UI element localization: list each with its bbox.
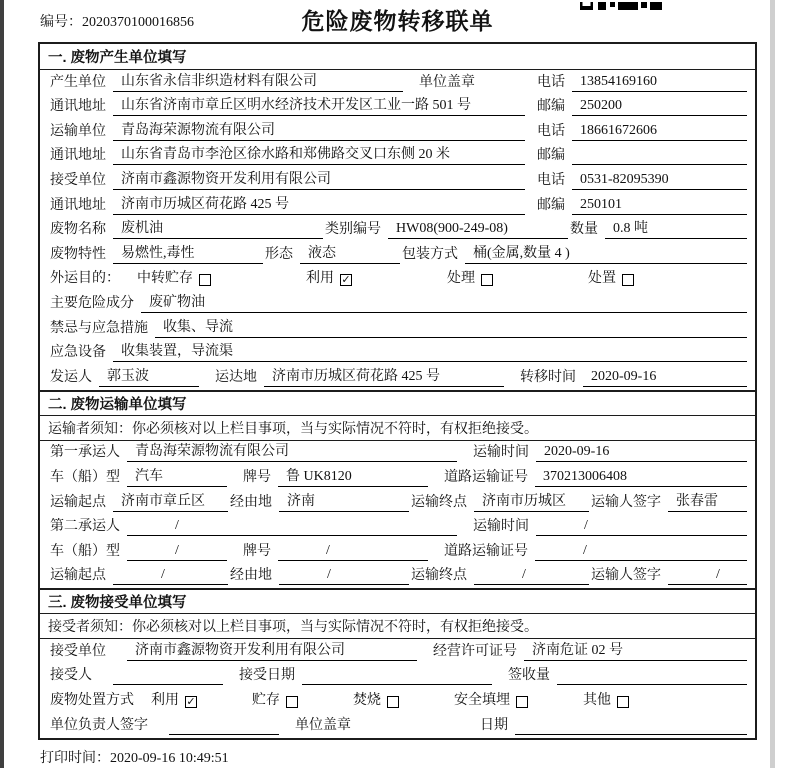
row-vehicle-1 — [40, 465, 755, 490]
row-producer-address — [40, 95, 755, 120]
taboo-value: 收集、导流 — [155, 316, 747, 338]
checkbox-utilize: 利用 ✓ — [306, 271, 351, 287]
row-route-1 — [40, 490, 755, 515]
via2-value: / — [279, 567, 409, 585]
terminus2-value: / — [474, 567, 589, 585]
checkbox-icon — [286, 696, 298, 708]
responsible-sign-value — [169, 718, 279, 735]
producer-zip-value: 250200 — [572, 98, 747, 116]
transporter-address-value: 山东省青岛市李沧区徐水路和郑佛路交叉口东侧 20 米 — [113, 143, 525, 165]
row-second-carrier — [40, 515, 755, 540]
checkbox-other: 其他 — [583, 689, 629, 710]
row-transporter-address — [40, 144, 755, 169]
checkbox-icon — [617, 696, 629, 708]
via-value: 济南 — [279, 490, 409, 512]
second-carrier-label: 第二承运人 — [50, 519, 120, 535]
responsible-sign-label: 单位负责人签字 — [50, 717, 148, 733]
row-transporter — [40, 119, 755, 144]
manifest-form — [38, 42, 757, 740]
print-time — [38, 747, 757, 767]
row-receiver-address — [40, 193, 755, 218]
waste-name-value: 废机油 — [113, 217, 323, 239]
character-value: 易燃性,毒性 — [113, 242, 263, 264]
equipment-label: 应急设备 — [50, 345, 106, 361]
phone-label: 电话 — [537, 123, 565, 139]
vehicle-type-value: 汽车 — [127, 465, 227, 487]
unit-seal-label: 单位盖章 — [295, 717, 351, 733]
receiver-zip-value: 250101 — [572, 197, 747, 215]
row-responsible-sign — [40, 713, 755, 738]
left-edge-bar — [0, 0, 4, 768]
accept-date-label: 接受日期 — [239, 668, 295, 684]
permit-label: 经营许可证号 — [433, 643, 517, 659]
row-shipper — [40, 365, 755, 390]
accept-person-label: 接受人 — [50, 668, 92, 684]
row-hazard-component — [40, 291, 755, 316]
receiver-phone-value: 0531-82095390 — [572, 172, 747, 190]
qr-code-partial-icon — [580, 0, 662, 16]
destination-value: 济南市历城区荷花路 425 号 — [264, 365, 504, 387]
carrier-sign2-value: / — [668, 567, 747, 585]
plate2-value: / — [278, 543, 428, 561]
character-label: 废物特性 — [50, 246, 106, 262]
accept-unit-label: 接受单位 — [50, 643, 106, 659]
road-license-label: 道路运输证号 — [444, 543, 528, 559]
checkbox-icon — [199, 274, 211, 286]
checkbox-treat: 处理 — [447, 267, 493, 288]
producer-value: 山东省永信非织造材料有限公司 — [113, 70, 403, 92]
receiver-address-value: 济南市历城区荷花路 425 号 — [113, 193, 525, 215]
transporter-label: 运输单位 — [50, 123, 106, 139]
quantity-value: 0.8 吨 — [605, 217, 747, 239]
checkbox-icon — [622, 274, 634, 286]
vehicle-type-label: 车（船）型 — [50, 469, 120, 485]
checkbox-dispose: 处置 — [588, 267, 634, 288]
unit-seal-label: 单位盖章 — [419, 74, 475, 90]
accept-date-value — [302, 668, 492, 685]
zip-label: 邮编 — [537, 197, 565, 213]
row-vehicle-2 — [40, 539, 755, 564]
hazard-value: 废矿物油 — [141, 291, 747, 313]
checkbox-icon — [387, 696, 399, 708]
row-waste-character — [40, 242, 755, 267]
receiver-notice: 接受者须知：你必须核对以上栏目事项，当与实际情况不符时，有权拒绝接受。 — [40, 614, 755, 639]
first-carrier-value: 青岛海荣源物流有限公司 — [127, 440, 457, 462]
origin-label: 运输起点 — [50, 568, 106, 584]
carrier-sign-label: 运输人签字 — [591, 568, 661, 584]
date-value — [515, 718, 747, 735]
form-value: 液态 — [300, 242, 400, 264]
serial-label: 编号： — [40, 15, 82, 30]
section2-header: 二. 废物运输单位填写 — [40, 390, 755, 416]
checkbox-icon — [481, 274, 493, 286]
serial-value: 2020370100016856 — [82, 15, 194, 30]
terminus-label: 运输终点 — [411, 568, 467, 584]
origin-value: 济南市章丘区 — [113, 490, 228, 512]
terminus-label: 运输终点 — [411, 494, 467, 510]
checkbox-utilize: 利用 ✓ — [151, 693, 196, 709]
checkbox-checked-icon: ✓ — [341, 273, 351, 287]
row-purpose — [40, 267, 755, 292]
date-label: 日期 — [480, 717, 508, 733]
quantity-label: 数量 — [570, 222, 598, 238]
receiver-label: 接受单位 — [50, 172, 106, 188]
receipt-amount-label: 签收量 — [508, 668, 550, 684]
road-license2-value: / — [535, 543, 747, 561]
row-route-2 — [40, 564, 755, 589]
permit-value: 济南危证 02 号 — [524, 639, 747, 661]
plate-label: 牌号 — [243, 543, 271, 559]
address-label: 通讯地址 — [50, 148, 106, 164]
second-carrier-value: / — [127, 518, 457, 536]
row-waste-name — [40, 218, 755, 243]
row-accept-person — [40, 664, 755, 689]
terminus-value: 济南市历城区 — [474, 490, 589, 512]
transporter-value: 青岛海荣源物流有限公司 — [113, 119, 525, 141]
section3-header: 三. 废物接受单位填写 — [40, 588, 755, 614]
row-disposal-method — [40, 688, 755, 713]
row-first-carrier — [40, 441, 755, 466]
transport-time-value: 2020-09-16 — [536, 444, 747, 462]
receiver-value: 济南市鑫源物资开发利用有限公司 — [113, 168, 525, 190]
transporter-zip-value — [572, 148, 747, 165]
purpose-label: 外运目的： — [50, 271, 120, 287]
document-header — [38, 0, 757, 42]
row-producer — [40, 70, 755, 95]
producer-label: 产生单位 — [50, 74, 106, 90]
row-receiver — [40, 168, 755, 193]
plate-label: 牌号 — [243, 469, 271, 485]
packing-label: 包装方式 — [402, 246, 458, 262]
address-label: 通讯地址 — [50, 197, 106, 213]
vehicle-type-label: 车（船）型 — [50, 543, 120, 559]
carrier-sign-label: 运输人签字 — [591, 494, 661, 510]
origin-label: 运输起点 — [50, 494, 106, 510]
checkbox-store: 贮存 — [252, 689, 298, 710]
transport-time-label: 运输时间 — [473, 445, 529, 461]
zip-label: 邮编 — [537, 148, 565, 164]
accept-person-value — [113, 668, 223, 685]
form-label: 形态 — [265, 246, 293, 262]
receipt-amount-value — [557, 668, 747, 685]
category-value: HW08(900-249-08) — [388, 221, 568, 239]
hazard-label: 主要危险成分 — [50, 295, 134, 311]
section1-header: 一. 废物产生单位填写 — [40, 44, 755, 70]
print-time-value: 2020-09-16 10:49:51 — [110, 750, 229, 766]
shipper-value: 郭玉波 — [99, 365, 199, 387]
phone-label: 电话 — [537, 74, 565, 90]
page-title: 危险废物转移联单 — [301, 8, 494, 34]
row-taboo-measures — [40, 316, 755, 341]
origin2-value: / — [113, 567, 228, 585]
first-carrier-label: 第一承运人 — [50, 445, 120, 461]
equipment-value: 收集装置，导流渠 — [113, 340, 747, 362]
carrier-sign-value: 张春雷 — [668, 490, 747, 512]
transporter-phone-value: 18661672606 — [572, 123, 747, 141]
road-license-value: 370213006408 — [535, 469, 747, 487]
road-license-label: 道路运输证号 — [444, 469, 528, 485]
print-time-label: 打印时间： — [40, 750, 110, 766]
right-edge-strip — [770, 0, 775, 768]
taboo-label: 禁忌与应急措施 — [50, 320, 148, 336]
transporter-notice: 运输者须知：你必须核对以上栏目事项，当与实际情况不符时，有权拒绝接受。 — [40, 416, 755, 441]
via-label: 经由地 — [230, 568, 272, 584]
row-accept-unit — [40, 639, 755, 664]
transfer-time-value: 2020-09-16 — [583, 369, 747, 387]
address-label: 通讯地址 — [50, 99, 106, 115]
transfer-time-label: 转移时间 — [520, 369, 576, 385]
category-label: 类别编号 — [325, 222, 381, 238]
producer-phone-value: 13854169160 — [572, 74, 747, 92]
transport-time-label: 运输时间 — [473, 519, 529, 535]
shipper-label: 发运人 — [50, 369, 92, 385]
zip-label: 邮编 — [537, 99, 565, 115]
row-emergency-equipment — [40, 341, 755, 366]
checkbox-transfer-storage: 中转贮存 — [137, 267, 211, 288]
phone-label: 电话 — [537, 172, 565, 188]
waste-name-label: 废物名称 — [50, 222, 106, 238]
checkbox-icon — [516, 696, 528, 708]
via-label: 经由地 — [230, 494, 272, 510]
accept-unit-value: 济南市鑫源物资开发利用有限公司 — [127, 639, 417, 661]
checkbox-incinerate: 焚烧 — [353, 689, 399, 710]
destination-label: 运达地 — [215, 369, 257, 385]
checkbox-landfill: 安全填埋 — [454, 689, 528, 710]
checkbox-checked-icon: ✓ — [186, 695, 196, 709]
plate-value: 鲁 UK8120 — [278, 465, 428, 487]
producer-address-value: 山东省济南市章丘区明水经济技术开发区工业一路 501 号 — [113, 94, 525, 116]
transport-time2-value: / — [536, 518, 747, 536]
packing-value: 桶(金属,数量 4 ) — [465, 242, 747, 264]
vehicle-type2-value: / — [127, 543, 227, 561]
disposal-method-label: 废物处置方式 — [50, 693, 134, 709]
